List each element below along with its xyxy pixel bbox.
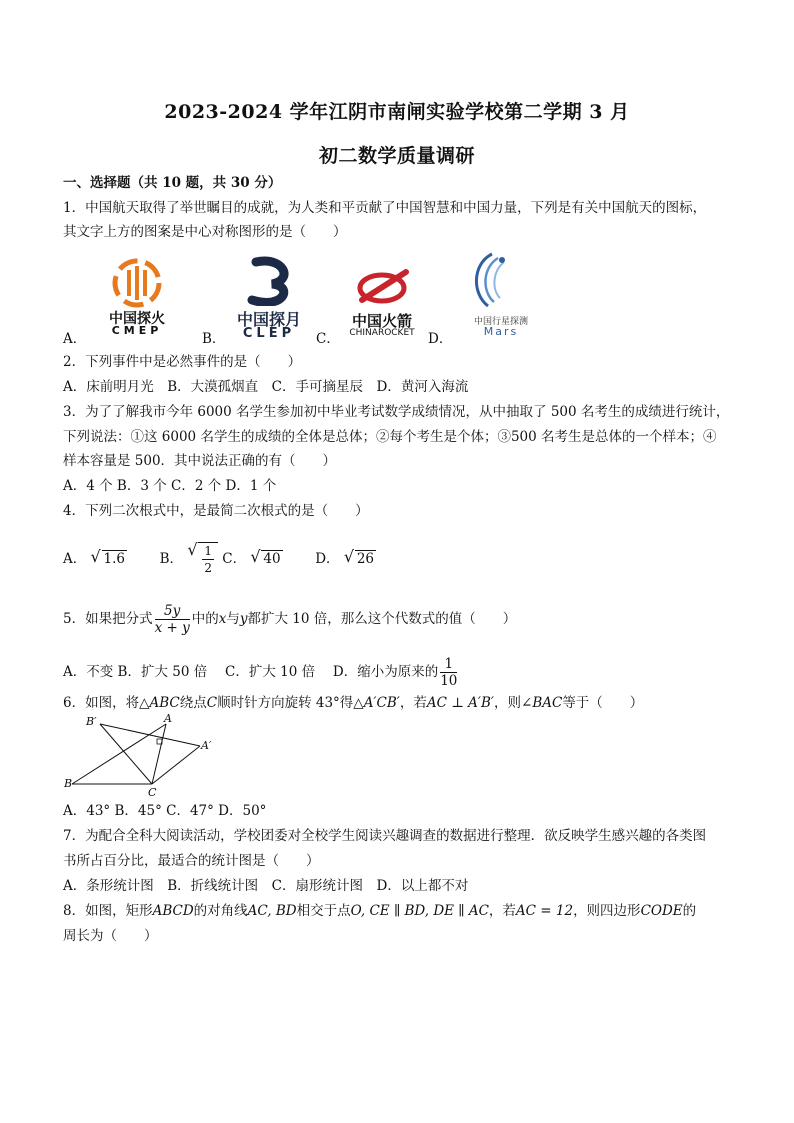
q1-option-d: D． [428,331,453,347]
q4-b-denominator: 2 [204,561,212,575]
q6-label-a-prime: A′ [201,739,212,752]
q8-quad-code: CODE [640,903,683,919]
q1-stem-line2: 其文字上方的图案是中心对称图形的是（ ） [63,224,347,240]
q5-options-text: A．不变 B．扩大 50 倍 C．扩大 10 倍 D．缩小为原来的 [63,664,439,680]
q5-d-numerator: 1 [440,656,457,673]
q6-label-c: C [148,786,157,799]
q6-text-1: 6．如图，将△ [63,695,150,711]
logo-chinarocket-text1: 中国火箭 [351,312,412,330]
logo-clep-text1: 中国探月 [236,310,301,329]
q8-text-1: 8．如图，矩形 [63,903,153,919]
q5-mid2-text: 与 [226,611,240,627]
q5-options [63,656,459,689]
q5-var-y: y [239,611,248,627]
q6-point-c: C [206,695,218,711]
q4-d-radicand: 26 [356,551,375,567]
q6-options: A．43° B．45° C．47° D．50° [63,803,267,819]
q6-perp-condition: AC ⊥ A′B′ [426,695,494,711]
q4-options [63,542,376,576]
section-heading: 一、选择题（共 10 题，共 30 分） [63,175,282,191]
q5-var-x: x [218,611,227,627]
q8-rect-abcd: ABCD [152,903,194,919]
q4-b-label: B． [159,551,184,567]
q6-label-b: B [64,777,73,790]
logo-mars [458,250,544,338]
q5-numerator: 5y [155,603,190,620]
q1-stem-line1: 1．中国航天取得了举世瞩目的成就，为人类和平贡献了中国智慧和中国力量，下列是有关中国航天的图标， [63,200,707,216]
q4-a-sqrt [91,549,127,569]
q4-a-label: A． [63,551,87,567]
logo-chinarocket [340,266,424,342]
exam-title-line1: 2023-2024 学年江阴市南闸实验学校第二学期 3 月 [164,101,630,123]
q5-denominator: x + y [154,620,190,636]
q8-stem-line1 [63,901,696,921]
logo-mars-text2: Mars [483,325,519,338]
logo-cmep-text2: CMEP [111,324,163,337]
q4-c-sqrt [250,549,282,569]
q6-label-a: A [164,712,172,725]
exam-title-line2: 初二数学质量调研 [318,145,475,167]
clep-emblem-icon [228,254,310,306]
q5-mid1-text: 中的 [191,611,219,627]
q5-stem [63,603,516,636]
q6-text-6: 等于（ ） [562,695,644,711]
logo-clep-text2: CLEP [242,326,296,341]
q8-text-6: 的 [682,903,697,919]
q6-figure [60,712,220,800]
q4-b-numerator: √ 1 [204,544,212,558]
q6-stem [63,693,643,713]
q1-option-c: C． [316,331,340,347]
q7-stem-line2: 书所占百分比，最适合的统计图是（ ） [63,853,320,869]
q8-ac-length: AC = 12 [515,903,574,919]
q3-stem-line3: 样本容量是 500．其中说法正确的有（ ） [63,453,337,469]
q8-text-4: ，若 [488,903,516,919]
logo-cmep [96,258,178,336]
q3-options: A．4 个 B．3 个 C．2 个 D．1 个 [63,478,277,494]
cmep-emblem-icon [96,258,178,308]
q6-text-2: 绕点 [179,695,207,711]
logo-chinarocket-text2: CHINAROCKET [349,328,415,338]
q6-triangle-acb: A′CB′ [363,695,400,711]
q5-pre-text: 5．如果把分式 [63,611,153,627]
q1-option-b: B． [202,331,226,347]
q6-text-5: ，则∠ [494,695,533,711]
q6-angle-bac: BAC [532,695,563,711]
q3-stem-line1: 3．为了了解我市今年 6000 名学生参加初中毕业考试数学成绩情况，从中抽取了 500 名考生的成绩进行统计， [63,404,730,420]
q8-diagonals: AC, BD [247,903,297,919]
q4-d-sqrt [344,549,376,569]
q8-text-5: ，则四边形 [573,903,641,919]
q4-stem: 4．下列二次根式中，是最简二次根式的是（ ） [63,503,369,519]
q2-stem: 2．下列事件中是必然事件的是（ ） [63,354,302,370]
q3-stem-line2: 下列说法：①这 6000 名学生的成绩的全体是总体；②每个考生是个体；③500 名考生是总体的一个样本；④ [63,429,717,445]
q5-post-text: 都扩大 10 倍，那么这个代数式的值（ ） [247,611,517,627]
q5-d-denominator: 10 [440,673,458,689]
mars-emblem-icon [458,250,544,312]
q8-text-2: 的对角线 [193,903,248,919]
q8-stem-line2: 周长为（ ） [63,928,158,944]
q1-option-a: A． [63,331,87,347]
q6-text-4: ，若 [399,695,427,711]
chinarocket-emblem-icon [340,266,424,308]
q7-stem-line1: 7．为配合全科大阅读活动，学校团委对全校学生阅读兴趣调查的数据进行整理．欲反映学生感兴趣的各类图 [63,828,707,844]
q6-triangle-abc: ABC [149,695,180,711]
q8-conditions: O, CE ∥ BD, DE ∥ AC [350,903,489,919]
q4-b-sqrt [187,542,218,576]
q2-options: A．床前明月光 B．大漠孤烟直 C．手可摘星辰 D．黄河入海流 [63,379,469,395]
q4-c-radicand: 40 [263,551,281,567]
q6-rotation-diagram [60,712,220,800]
logo-cmep-text1: 中国探火 [109,311,165,327]
q8-text-3: 相交于点 [296,903,351,919]
logo-clep [228,254,310,342]
q4-d-label: D． [315,551,340,567]
q6-text-3: 顺时针方向旋转 43°得△ [217,695,364,711]
q7-options: A．条形统计图 B．折线统计图 C．扇形统计图 D．以上都不对 [63,878,469,894]
logo-mars-text1: 中国行星探测 [473,317,528,327]
q4-c-label: C． [222,551,247,567]
q4-a-radicand: 1.6 [103,551,126,567]
q6-label-b-prime: B′ [86,715,97,728]
